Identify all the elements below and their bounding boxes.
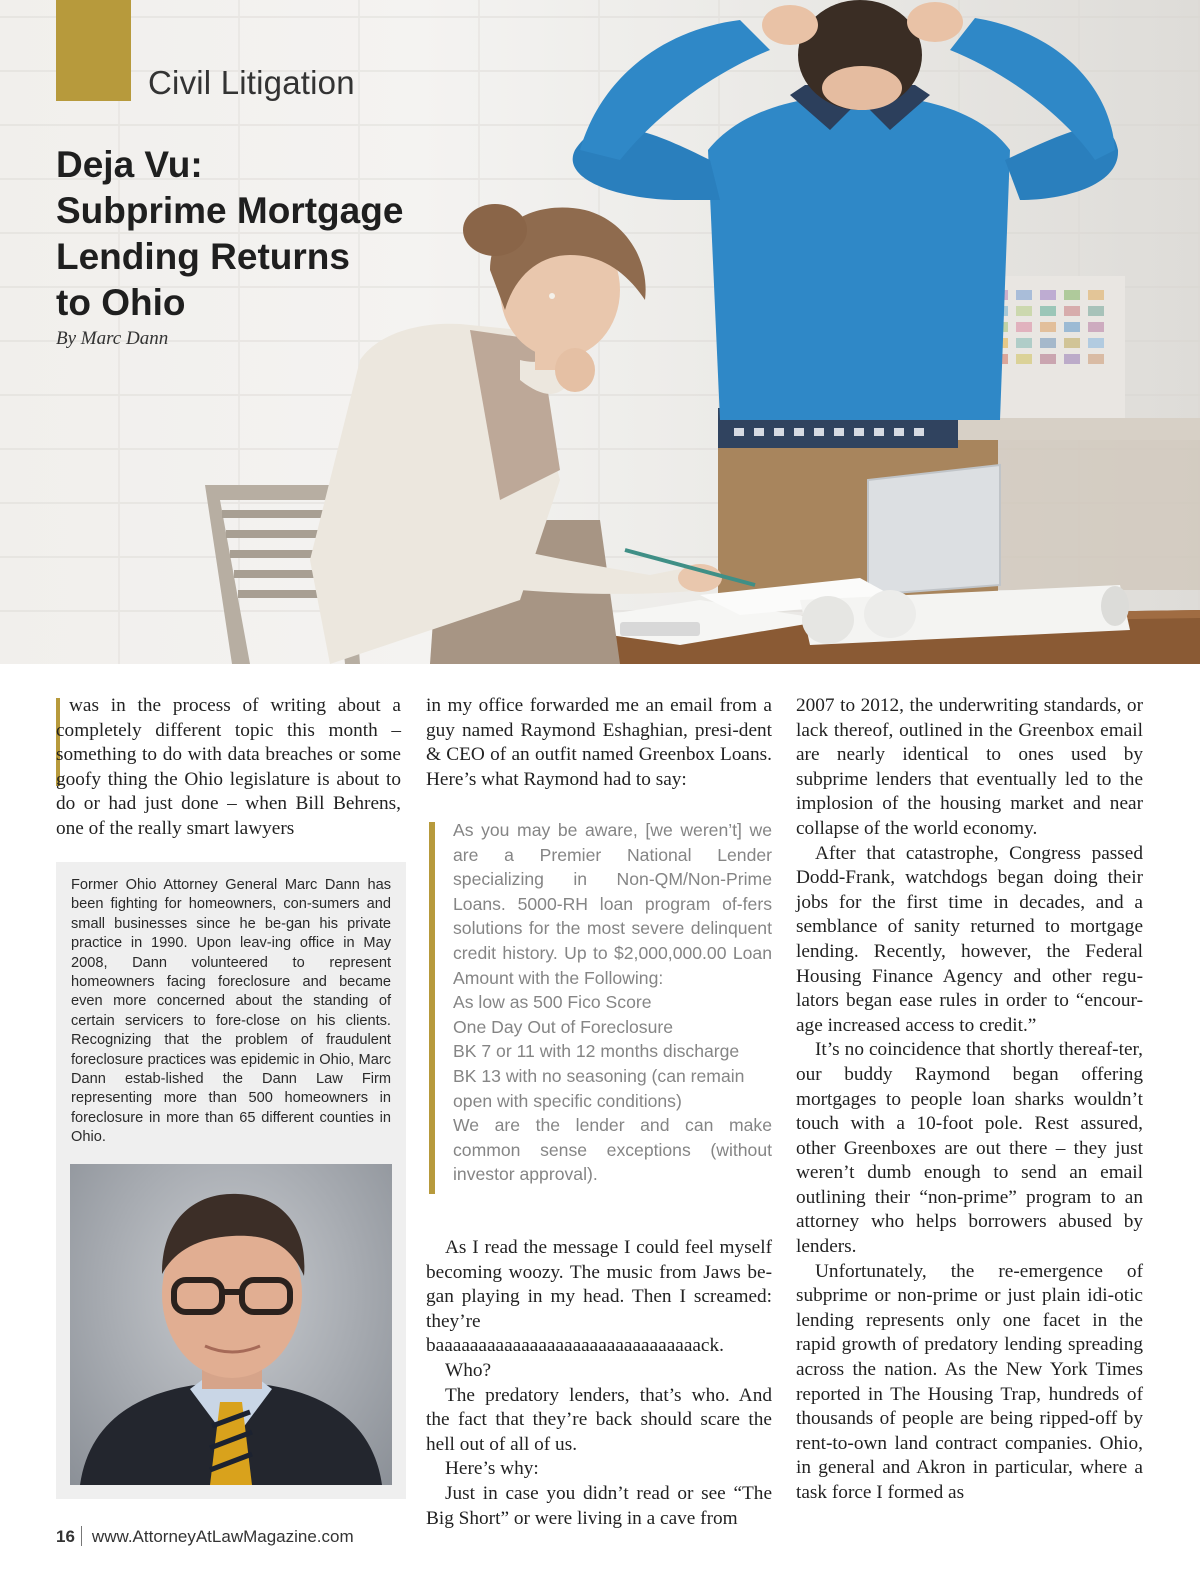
paragraph: Here’s why: bbox=[445, 1458, 539, 1480]
laptop bbox=[868, 465, 1000, 595]
quote-line: BK 13 with no seasoning (can remain open with specific conditions) bbox=[453, 1065, 745, 1111]
paragraph: Just in case you didn’t read or see “The Big Short” or were living in a cave from bbox=[426, 1482, 772, 1529]
footer-divider bbox=[81, 1526, 82, 1546]
quote-line: As low as 500 Fico Score bbox=[453, 992, 652, 1013]
quote-line: One Day Out of Foreclosure bbox=[453, 1016, 674, 1037]
page-number: 16 bbox=[56, 1527, 75, 1546]
byline: By Marc Dann bbox=[56, 328, 169, 349]
column-2-continued bbox=[426, 1236, 772, 1531]
portrait-illustration bbox=[70, 1164, 392, 1485]
paragraph: Unfortunately, the re-emergence of subprime or non-prime or just plain idi-otic lending represents only one facet in the rapid growth of predatory lending spreading across the nation. As the New York Times reported in The Housing Trap, hundreds of thousands of people are being ripped-off by rent-to-own land contract companies. Ohio, in general and Akron in particular, where a task force I formed as bbox=[796, 1260, 1143, 1503]
quote-line: We are the lender and can make common sense exceptions (without investor approval). bbox=[453, 1115, 772, 1185]
column-1 bbox=[56, 694, 401, 842]
quote-body bbox=[453, 818, 772, 1187]
headline-line: Deja Vu: bbox=[56, 144, 203, 185]
paragraph: in my office forwarded me an email from a guy named Raymond Eshaghian, presi-dent & CEO of an outfit named Greenbox Loans. Here’s what Raymond had to say: bbox=[426, 695, 772, 790]
quote-line: As you may be aware, [we weren’t] we are a Premier National Lender specializing in Non-QM/Non-Prime Loans. 5000-RH loan program of-fers solutions for the most severe delinquent credit history. Up to $2,000,000.00 Loan Amount with the Following: bbox=[453, 820, 772, 988]
paint-swatch-rack bbox=[985, 276, 1125, 426]
author-bio: Former Ohio Attorney General Marc Dann has been fighting for homeowners, con-sumers and small businesses since he be-gan his private practice in 1990. Upon leav-ing office in May 2008, Dann volunteered to represent homeowners facing foreclosure and became even more concerned about the standing of certain servicers to fore-close on his clients. Recognizing that the problem of fraudulent foreclosure practices was epidemic in Ohio, Marc Dann estab-lished the Dann Law Firm representing more than 500 homeowners in foreclosure in more than 65 different counties in Ohio. bbox=[71, 877, 391, 1146]
section-accent-bar bbox=[56, 0, 131, 101]
headline-line: Subprime Mortgage bbox=[56, 190, 404, 231]
email-quote bbox=[426, 818, 772, 1202]
phone bbox=[620, 622, 700, 636]
author-portrait bbox=[70, 1164, 392, 1485]
shelf bbox=[920, 418, 1200, 440]
section-label: Civil Litigation bbox=[148, 64, 355, 101]
headline-line: Lending Returns bbox=[56, 236, 350, 277]
paragraph: After that catastrophe, Congress passed Dodd-Frank, watchdogs began doing their jobs for the first time in decades, and a semblance of sanity returned to mortgage lending. Recently, however, the Federal Housing Finance Agency and other regu-lators began ease rules in order to “encour-age increased access to credit.” bbox=[796, 842, 1143, 1036]
paragraph: was in the process of writing about a completely different topic this month – something to do with data breaches or some goofy thing the Ohio legislature is about to do or had just done – when Bill Behrens, one of the really smart lawyers bbox=[56, 695, 401, 839]
column-2 bbox=[426, 694, 772, 792]
paragraph: Who? bbox=[445, 1359, 492, 1381]
headline-line: to Ohio bbox=[56, 282, 186, 323]
quote-accent-bar bbox=[429, 822, 435, 1194]
page-footer bbox=[56, 1526, 354, 1547]
column-3 bbox=[796, 694, 1143, 1506]
quote-line: BK 7 or 11 with 12 months discharge bbox=[453, 1041, 740, 1062]
hero-photo bbox=[0, 0, 1200, 664]
author-bio-box bbox=[56, 862, 406, 1499]
paragraph: 2007 to 2012, the underwriting standards, or lack thereof, outlined in the Greenbox email are nearly identical to ones used by subprime lenders that eventually led to the implosion of the housing market and near collapse of the world economy. bbox=[796, 695, 1143, 839]
article-headline bbox=[56, 142, 476, 326]
paragraph: The predatory lenders, that’s who. And the fact that they’re back should scare the hell out of all of us. bbox=[426, 1384, 772, 1455]
footer-website[interactable]: www.AttorneyAtLawMagazine.com bbox=[91, 1527, 354, 1546]
paragraph: As I read the message I could feel myself becoming woozy. The music from Jaws be-gan playing in my head. Then I screamed: they’re baaaaaaaaaaaaaaaaaaaaaaaaaaaaaaack. bbox=[426, 1237, 772, 1357]
paragraph: It’s no coincidence that shortly thereaf-ter, our buddy Raymond began offering mortgages to people loan sharks wouldn’t touch with a 10-foot pole. Rest assured, other Greenboxes are out there – they just weren’t dumb enough to send an email outlining their “non-prime” program to an attorney who helps borrowers abused by lenders. bbox=[796, 1039, 1143, 1258]
